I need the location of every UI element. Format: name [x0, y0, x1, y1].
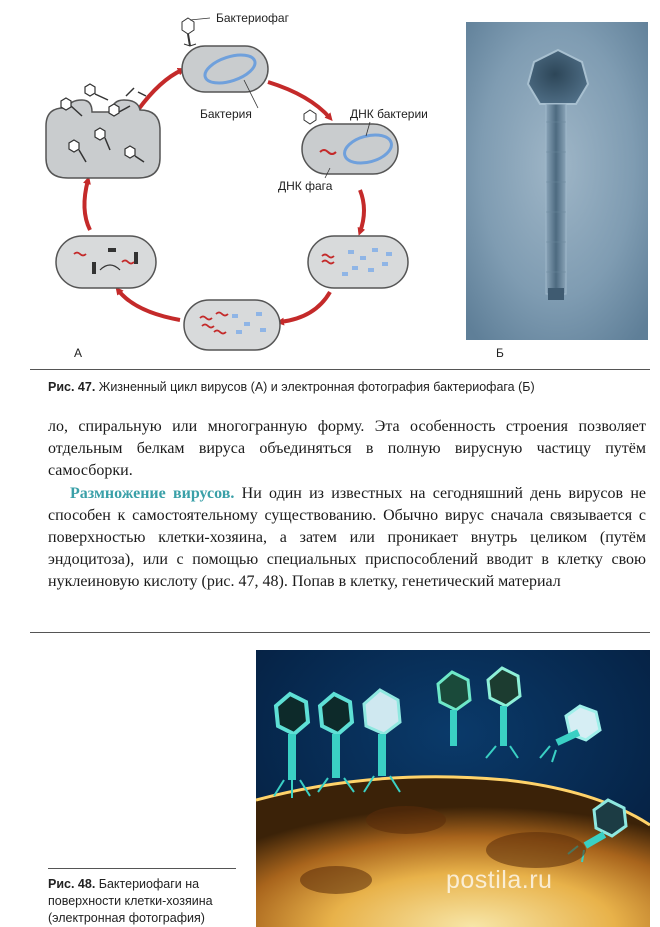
- arrow-bottom-right: [280, 292, 330, 322]
- stage-attach: [182, 18, 268, 92]
- label-bacterial-dna: ДНК бактерии: [350, 107, 428, 121]
- section-rule: [30, 632, 650, 633]
- bacteriophage-micrograph: [466, 22, 648, 340]
- arrow-right-down: [360, 190, 364, 232]
- paragraph-1: ло, спиральную или многогранную форму. Эта особенность строения позволяет отдельным белкам вируса объединяться в полную вирусную частицу путём самосборки.: [48, 418, 646, 480]
- figure-48-caption-text: Бактериофаги на поверхности клетки-хозяина (электронная фотография): [48, 877, 213, 925]
- figure-48-caption-label: Рис. 48.: [48, 877, 96, 891]
- panel-label-b: Б: [496, 346, 504, 360]
- phage-icon: [182, 18, 196, 46]
- section-heading-virus-reproduction: Размножение вирусов.: [70, 484, 235, 502]
- body-text: [48, 416, 646, 594]
- stage-release: [46, 84, 160, 178]
- caption-rule: [30, 369, 650, 370]
- figure-47-caption-label: Рис. 47.: [48, 380, 96, 394]
- virus-life-cycle-diagram: [30, 0, 450, 365]
- figure-48-caption-rule: [48, 868, 236, 869]
- label-bacteriophage: Бактериофаг: [216, 11, 289, 25]
- figure-47-caption-text: Жизненный цикл вирусов (А) и электронная фотография бактериофага (Б): [98, 380, 535, 394]
- watermark-text: postila.ru: [446, 866, 553, 894]
- arrow-left-up: [84, 180, 90, 230]
- stage-synthesis: [184, 300, 280, 350]
- paragraph-2-text: Ни один из известных на сегодняшний день вирусов не способен к самостоятельному существованию. Обычно вирус сначала связывается с поверхностью клетки-хозяина, а затем или проникает внутрь целиком (путём эндоцитоза), или с помощью специальных приспособлений вводит в клетку свою нуклеиновую кислоту (рис. 47, 48). Попав в клетку, генетический материал: [48, 484, 646, 591]
- arrow-bottom-left: [118, 290, 180, 320]
- stage-replicate: [308, 236, 408, 288]
- label-bacterium: Бактерия: [200, 107, 252, 121]
- label-phage-dna: ДНК фага: [278, 179, 333, 193]
- paragraph-2: [48, 483, 646, 594]
- arrow-top-right: [268, 82, 330, 118]
- figure-48-caption: [48, 876, 244, 927]
- stage-assembly: [56, 236, 156, 288]
- arrow-top-left: [138, 70, 182, 110]
- figure-47-caption: [48, 379, 648, 396]
- panel-label-a: А: [74, 346, 83, 360]
